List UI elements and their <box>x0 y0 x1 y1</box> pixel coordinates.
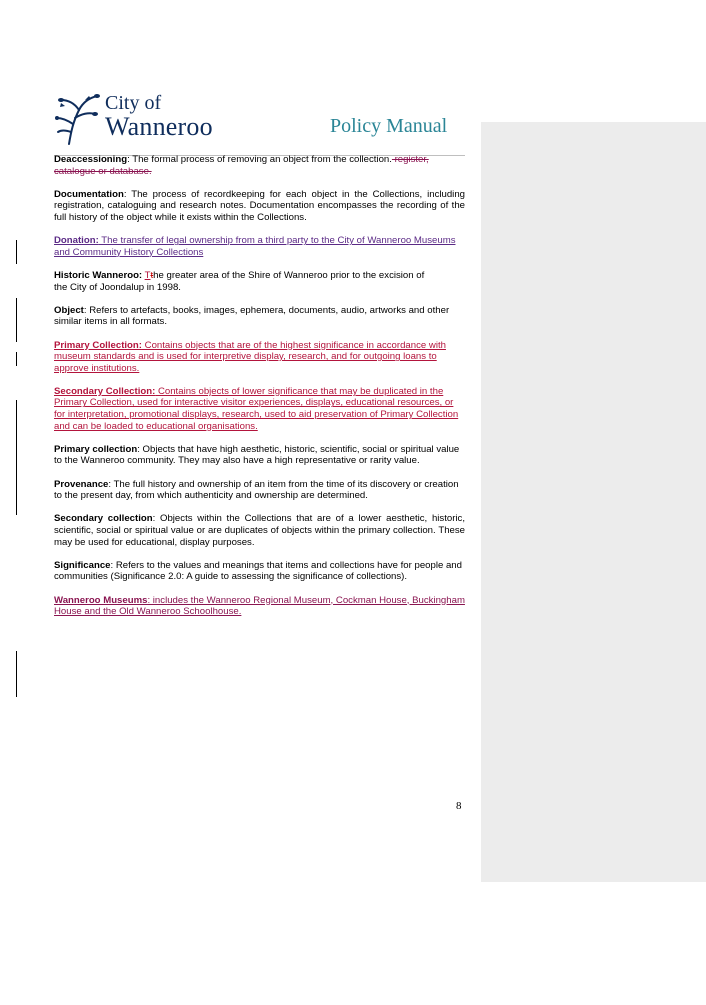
logo-name-text: Wanneroo <box>105 112 213 141</box>
policy-manual-title: Policy Manual <box>330 115 448 137</box>
deleted-text: t <box>150 269 154 281</box>
city-logo <box>55 92 245 146</box>
kangaroo-paw-icon <box>55 92 103 146</box>
definition-provenance: Provenance: The full history and ownership of an item from the time of its discovery or creation to the present day, from which authenticity and ownership are determined. <box>54 478 459 502</box>
definition-primary-collection-new: Primary Collection: Contains objects that are of the highest significance in accordance with museum standards and is used for interpretive display, research, and for outgoing loans to approve institutions. <box>54 339 446 374</box>
inserted-text: T <box>144 269 151 281</box>
definition-object: Object: Refers to artefacts, books, images, ephemera, documents, audio, artworks and other similar items in all formats. <box>54 304 450 328</box>
change-bar <box>16 298 17 342</box>
change-bar <box>16 240 17 264</box>
definition-secondary-collection-new: Secondary Collection: Contains objects of lower significance that may be duplicated in the Primary Collection, used for interactive visitor experiences, displays, educational resources, or for interpretation, promotional displays, research, used to aid preservation of Primary Collection and can be loaded to educational organisations. <box>54 385 459 432</box>
change-bar <box>16 400 17 515</box>
deleted-text: register, catalogue or database. <box>54 154 429 177</box>
definition-historic-wanneroo: Historic Wanneroo: Tthe greater area of the Shire of Wanneroo prior to the excision of the City of Joondalup in 1998. <box>54 269 425 293</box>
definition-wanneroo-museums: Wanneroo Museums: includes the Wanneroo Regional Museum, Cockman House, Buckingham House and the Old Wanneroo Schoolhouse. <box>54 594 465 618</box>
definition-primary-collection: Primary collection: Objects that have high aesthetic, historic, scientific, social or spiritual value to the Wanneroo community. They may also have a high representative or rarity value. <box>54 443 460 467</box>
definition-documentation: Documentation: The process of recordkeeping for each object in the Collections, including registration, cataloguing and research notes. Documentation encompasses the recording of the full history of the object while it exists within the Collections. <box>54 188 465 223</box>
page-number: 8 <box>456 800 462 812</box>
logo-city-text: City of <box>105 92 162 114</box>
definition-secondary-collection: Secondary collection: Objects within the Collections that are of a lower aesthetic, historic, scientific, social or spiritual value or are duplicates of objects within the primary collection. These may be used for educational, display purposes. <box>54 513 466 548</box>
definition-donation: Donation: The transfer of legal ownership from a third party to the City of Wanneroo Museums and Community History Collections <box>54 235 456 258</box>
change-bar <box>16 651 17 697</box>
change-bar <box>16 352 17 366</box>
definition-deaccessioning: Deaccessioning: The formal process of removing an object from the collection. register, catalogue or database. <box>54 154 429 177</box>
definition-significance: Significance: Refers to the values and meanings that items and collections have for people and communities (Significance 2.0: A guide to assessing the significance of collections). <box>54 559 462 583</box>
comment-pane <box>481 122 706 882</box>
definitions-list <box>54 154 465 629</box>
